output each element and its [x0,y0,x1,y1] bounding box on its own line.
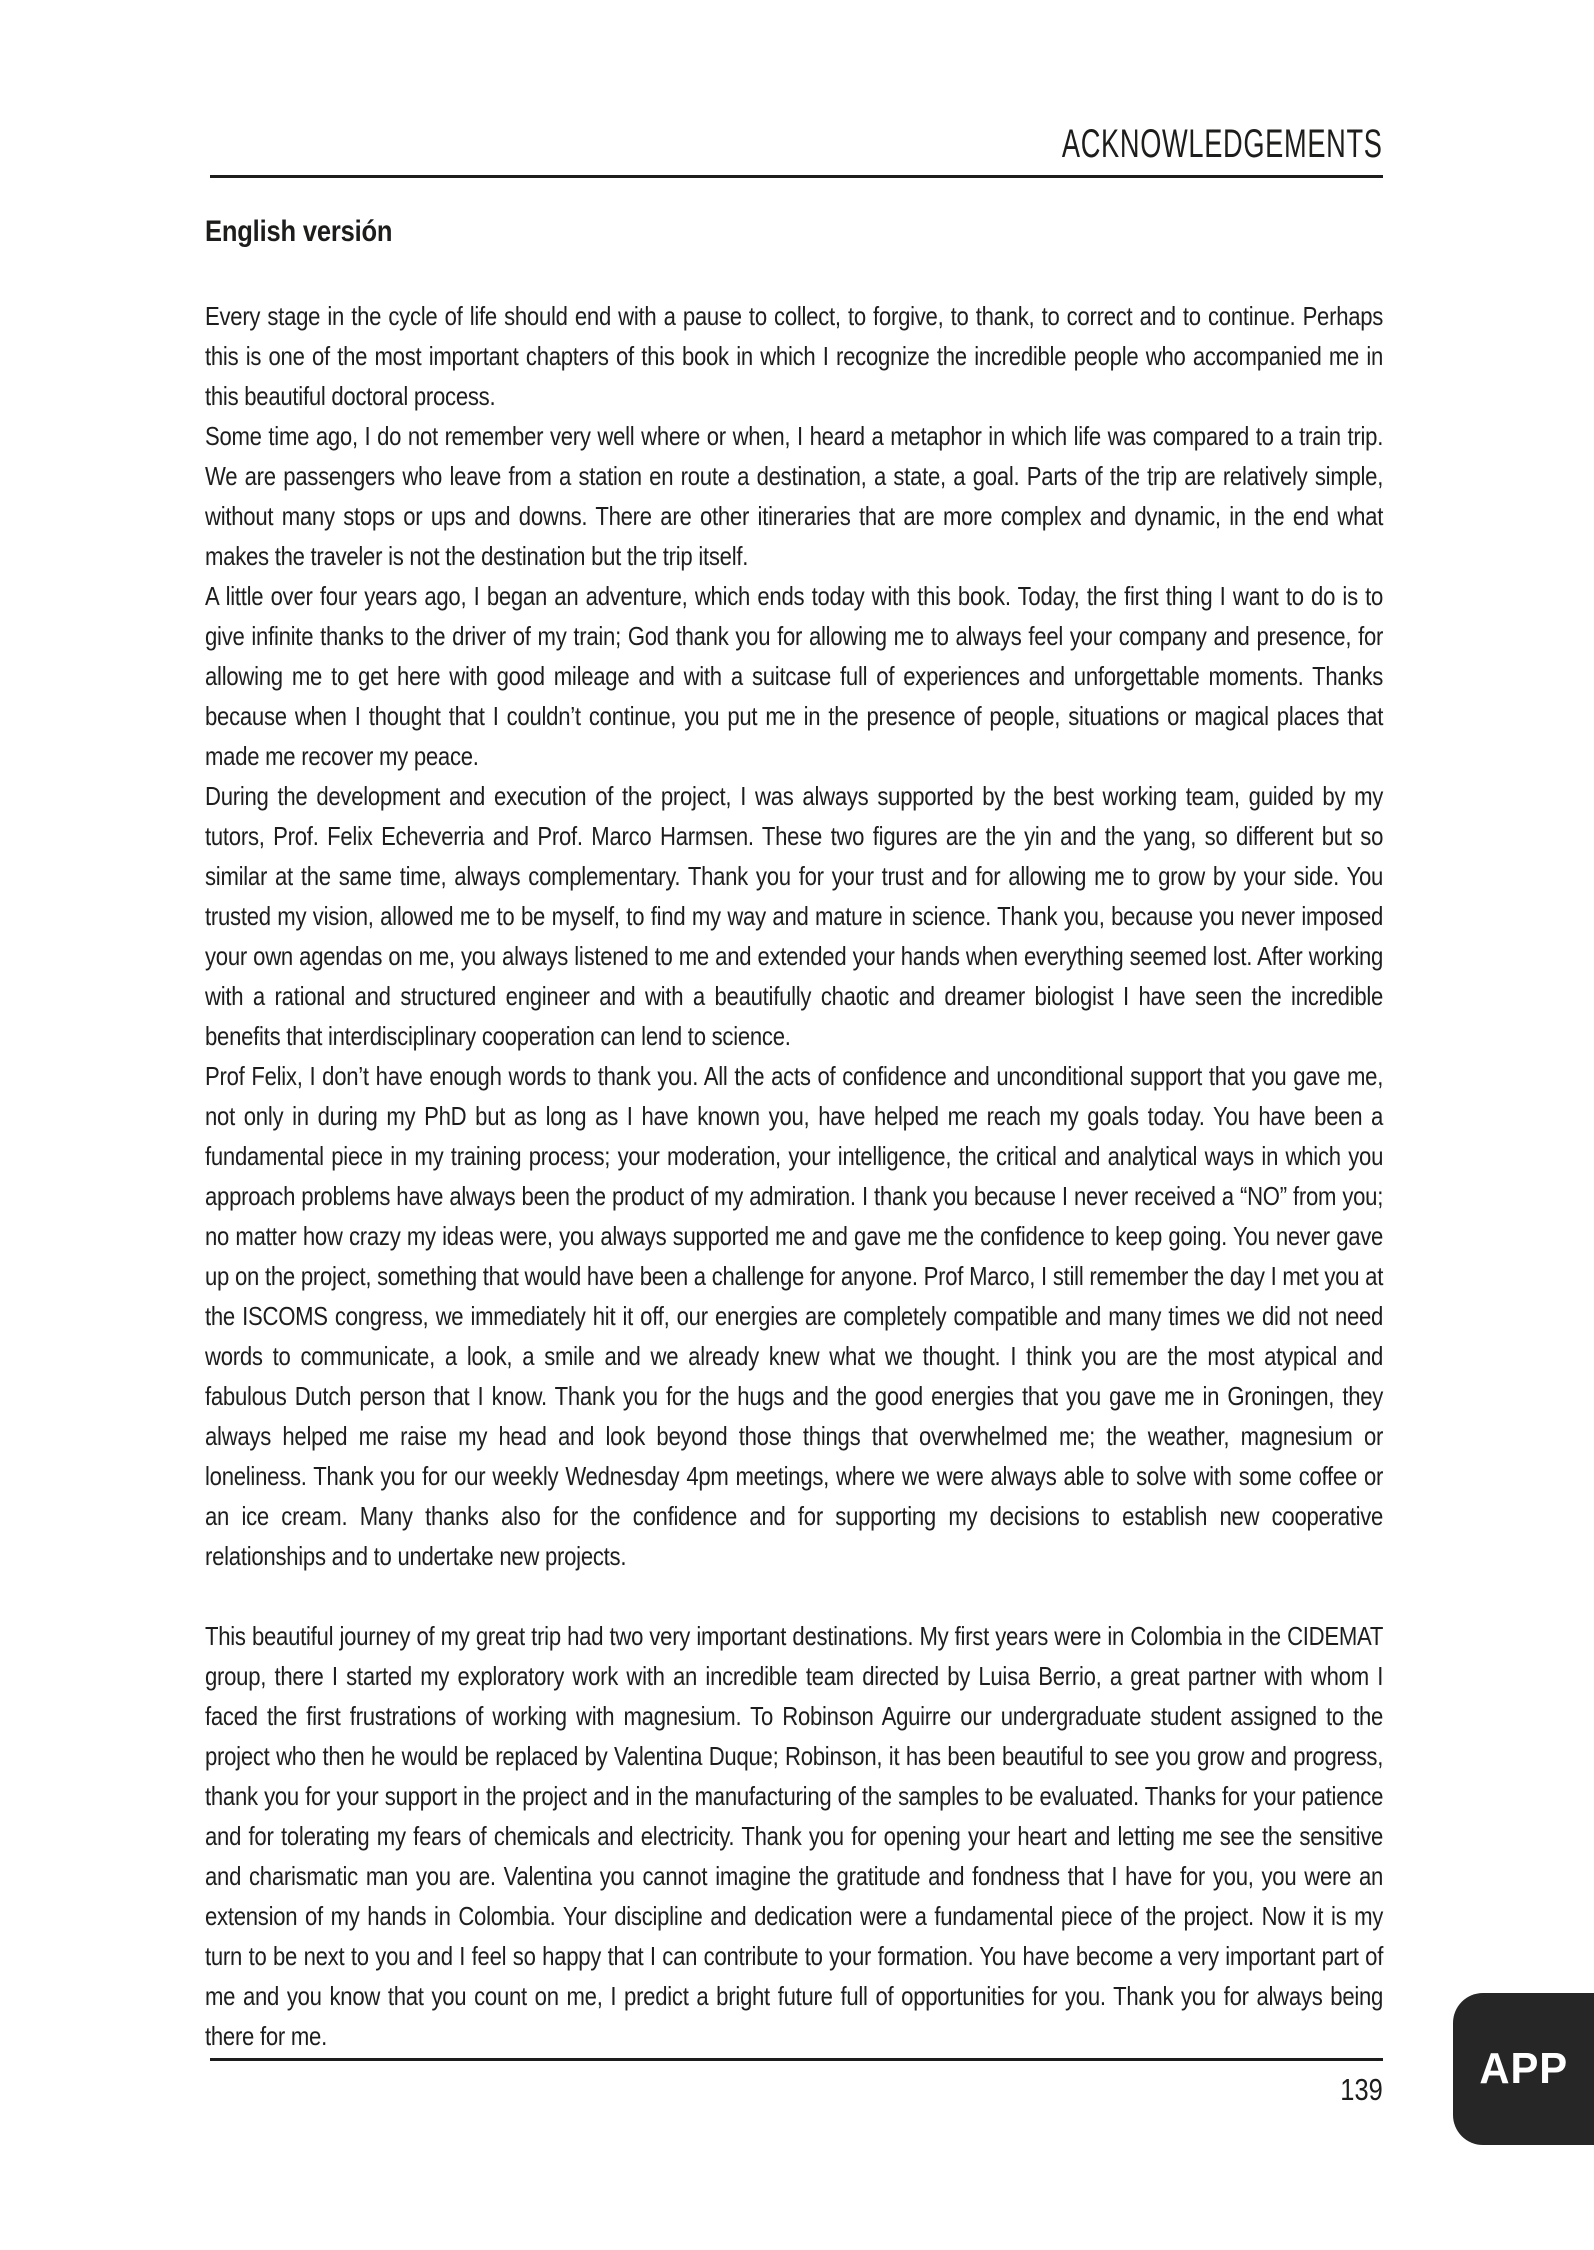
paragraph: Prof Felix, I don’t have enough words to thank you. All the acts of confidence and unconditional support that you gave me, not only in during my PhD but as long as I have known you, have helped me reach my goals today. You have been a fundamental piece in my training process; your moderation, your intelligence, the critical and analytical ways in which you approach problems have always been the product of my admiration. I thank you because I never received a “NO” from you; no matter how crazy my ideas were, you always supported me and gave me the confidence to keep going. You never gave up on the project, something that would have been a challenge for anyone. Prof Marco, I still remember the day I met you at the ISCOMS congress, we immediately hit it off, our energies are completely compatible and many times we did not need words to communicate, a look, a smile and we already knew what we thought. I think you are the most atypical and fabulous Dutch person that I know. Thank you for the hugs and the good energies that you gave me in Groningen, they always helped me raise my head and look beyond those things that overwhelmed me; the weather, magnesium or loneliness. Thank you for our weekly Wednesday 4pm meetings, where we were always able to solve with some coffee or an ice cream. Many thanks also for the confidence and for supporting my decisions to establish new cooperative relationships and to undertake new projects. [205,1061,1384,1571]
appendix-thumb-tab [1453,1993,1594,2145]
header-rule [210,175,1383,178]
paragraph: Every stage in the cycle of life should end with a pause to collect, to forgive, to thank, to correct and to continue. Perhaps this is one of the most important chapters of this book in which I recognize the incredible people who accompanied me in this beautiful doctoral process. [205,301,1384,411]
paragraph: A little over four years ago, I began an adventure, which ends today with this book. Today, the first thing I want to do is to give infinite thanks to the driver of my train; God thank you for allowing me to always feel your company and presence, for allowing me to get here with good mileage and with a suitcase full of experiences and unforgettable moments. Thanks because when I thought that I couldn’t continue, you put me in the presence of people, situations or magical places that made me recover my peace. [205,581,1384,771]
paragraph: Some time ago, I do not remember very well where or when, I heard a metaphor in which life was compared to a train trip. We are passengers who leave from a station en route a destination, a state, a goal. Parts of the trip are relatively simple, without many stops or ups and downs. There are other itineraries that are more complex and dynamic, in the end what makes the traveler is not the destination but the trip itself. [205,421,1384,571]
footer-rule [210,2058,1383,2061]
body-text [205,296,1383,2056]
appendix-thumb-tab-label: APP [1479,2044,1568,2093]
paragraph: This beautiful journey of my great trip had two very important destinations. My first years were in Colombia in the CIDEMAT group, there I started my exploratory work with an incredible team directed by Luisa Berrio, a great partner with whom I faced the first frustrations of working with magnesium. To Robinson Aguirre our undergraduate student assigned to the project who then he would be replaced by Valentina Duque; Robinson, it has been beautiful to see you grow and progress, thank you for your support in the project and in the manufacturing of the samples to be evaluated. Thanks for your patience and for tolerating my fears of chemicals and electricity. Thank you for opening your heart and letting me see the sensitive and charismatic man you are. Valentina you cannot imagine the gratitude and fondness that I have for you, you were an extension of my hands in Colombia. Your discipline and dedication were a fundamental piece of the project. Now it is my turn to be next to you and I feel so happy that I can contribute to your formation. You have become a very important part of me and you know that you count on me, I predict a bright future full of opportunities for you. Thank you for always being there for me. [205,1621,1384,2051]
running-header-title: ACKNOWLEDGEMENTS [1062,122,1383,166]
page-number: 139 [1340,2072,1383,2107]
content-column [205,212,1383,2056]
paragraph: During the development and execution of the project, I was always supported by the best working team, guided by my tutors, Prof. Felix Echeverria and Prof. Marco Harmsen. These two figures are the yin and the yang, so different but so similar at the same time, always complementary. Thank you for your trust and for allowing me to grow by your side. You trusted my vision, allowed me to be myself, to find my way and mature in science. Thank you, because you never imposed your own agendas on me, you always listened to me and extended your hands when everything seemed lost. After working with a rational and structured engineer and with a beautifully chaotic and dreamer biologist I have seen the incredible benefits that interdisciplinary cooperation can lend to science. [205,781,1384,1051]
section-heading: English versión [205,215,393,248]
